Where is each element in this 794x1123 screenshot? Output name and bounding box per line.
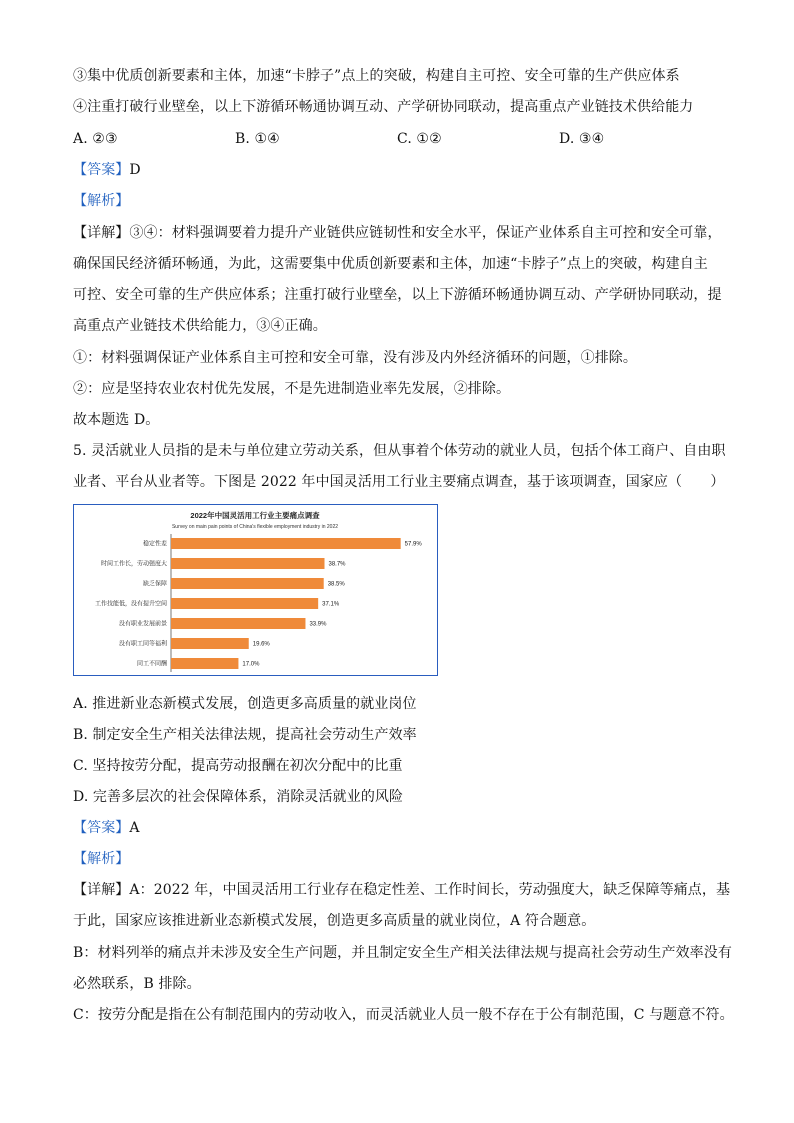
value-label: 38.7% — [328, 561, 346, 568]
q4-exclude-1: ①：材料强调保证产业体系自主可控和安全可靠，没有涉及内外经济循环的问题，①排除。 — [73, 350, 637, 366]
bar-chart-svg — [74, 505, 436, 674]
category-label: 时间工作长，劳动强度大 — [100, 561, 167, 568]
q4-choices — [73, 129, 723, 149]
value-label: 17.0% — [242, 661, 260, 668]
q4-option-3-statement: ③集中优质创新要素和主体，加速“卡脖子”点上的突破，构建自主可控、安全可靠的生产供应体系 — [73, 68, 680, 84]
q5-stem-line-1: 5. 灵活就业人员指的是未与单位建立劳动关系，但从事着个体劳动的就业人员，包括个体工商户、自由职 — [73, 443, 726, 459]
category-label: 缺乏保障 — [142, 581, 167, 588]
q5-b-line-2: 必然联系，B 排除。 — [73, 976, 201, 992]
value-label: 33.9% — [309, 621, 327, 628]
q5-option-d: D. 完善多层次的社会保障体系，消除灵活就业的风险 — [73, 789, 404, 805]
bar — [171, 598, 318, 609]
q4-conclusion: 故本题选 D。 — [73, 412, 160, 428]
q4-choice-a: A. ②③ — [73, 131, 118, 147]
q5-c-line: C：按劳分配是指在公有制范围内的劳动收入，而灵活就业人员一般不存在于公有制范围，C 与题意不符。 — [73, 1007, 734, 1023]
pain-points-chart — [73, 504, 438, 676]
bar — [171, 538, 401, 549]
q5-answer — [73, 818, 140, 838]
q4-detail-line-3: 可控、安全可靠的生产供应体系；注重打破行业壁垒，以上下游循环畅通协调互动、产学研协同联动，提 — [73, 287, 722, 303]
bar — [171, 638, 249, 649]
bar — [171, 618, 305, 629]
answer-value: A — [129, 820, 140, 836]
q4-choice-b: B. ①④ — [235, 131, 280, 147]
detail-tag: 【详解】 — [73, 225, 130, 241]
answer-value: D — [129, 162, 141, 178]
detail-text: A：2022 年，中国灵活用工行业存在稳定性差、工作时间长，劳动强度大，缺乏保障等痛点，基 — [129, 882, 731, 898]
category-label: 稳定性差 — [142, 541, 167, 548]
category-label: 没有职业发展前景 — [118, 621, 167, 628]
detail-text: ③④：材料强调要着力提升产业链供应链韧性和安全水平，保证产业体系自主可控和安全可靠， — [129, 225, 722, 241]
chart-title: 2022年中国灵活用工行业主要痛点调查 — [190, 511, 320, 520]
bar — [171, 578, 324, 589]
value-label: 57.9% — [404, 541, 422, 548]
q5-detail-line-1 — [73, 880, 730, 900]
answer-tag: 【答案】 — [73, 820, 130, 836]
category-label: 工作技能低，没有提升空间 — [94, 601, 167, 608]
q5-stem-line-2: 业者、平台从业者等。下图是 2022 年中国灵活用工行业主要痛点调查，基于该项调查，国家应（ ） — [73, 474, 725, 490]
category-label: 同工不同酬 — [136, 661, 167, 668]
value-label: 19.6% — [252, 641, 270, 648]
q5-detail-line-2: 于此，国家应该推进新业态新模式发展，创造更多高质量的就业岗位，A 符合题意。 — [73, 913, 596, 929]
q4-answer — [73, 160, 141, 180]
bar — [171, 658, 238, 669]
q5-option-b: B. 制定安全生产相关法律法规，提高社会劳动生产效率 — [73, 727, 417, 743]
q4-choice-c: C. ①② — [397, 131, 442, 147]
q5-analysis-tag: 【解析】 — [73, 851, 130, 867]
q4-option-4-statement: ④注重打破行业壁垒，以上下游循环畅通协调互动、产学研协同联动，提高重点产业链技术供给能力 — [73, 99, 694, 115]
category-label: 没有职工同等福利 — [118, 641, 167, 648]
detail-tag: 【详解】 — [73, 882, 130, 898]
q4-detail-line-2: 确保国民经济循环畅通，为此，这需要集中优质创新要素和主体，加速“卡脖子”点上的突破，构建自主 — [73, 256, 708, 272]
q5-option-a: A. 推进新业态新模式发展，创造更多高质量的就业岗位 — [73, 696, 417, 712]
value-label: 38.5% — [327, 581, 345, 588]
q5-option-c: C. 坚持按劳分配，提高劳动报酬在初次分配中的比重 — [73, 758, 403, 774]
q4-exclude-2: ②：应是坚持农业农村优先发展，不是先进制造业率先发展，②排除。 — [73, 381, 511, 397]
chart-subtitle: Survey on main pain points of China's flexible employment industry in 2022 — [171, 524, 339, 530]
q4-detail-line-4: 高重点产业链技术供给能力，③④正确。 — [73, 318, 327, 334]
q4-analysis-tag: 【解析】 — [73, 193, 130, 209]
answer-tag: 【答案】 — [73, 162, 130, 178]
q4-detail-line-1 — [73, 223, 722, 243]
q5-b-line-1: B：材料列举的痛点并未涉及安全生产问题，并且制定安全生产相关法律法规与提高社会劳动生产效率没有 — [73, 945, 732, 961]
bar — [171, 558, 325, 569]
value-label: 37.1% — [322, 601, 340, 608]
q4-choice-d: D. ③④ — [559, 131, 605, 147]
